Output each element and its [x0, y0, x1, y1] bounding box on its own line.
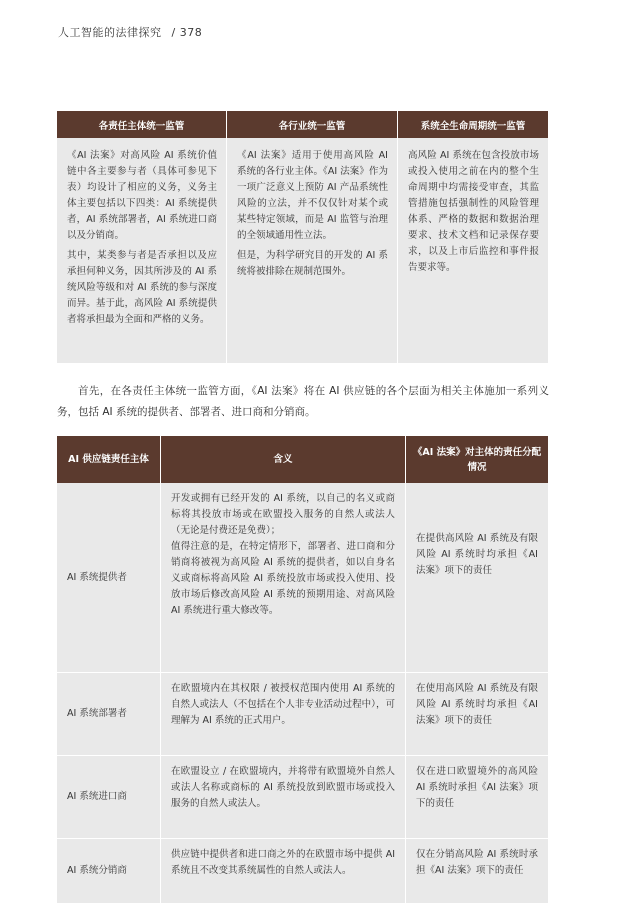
responsibility-text: 在使用高风险 AI 系统及有限风险 AI 系统时均承担《AI 法案》项下的责任 — [416, 683, 538, 726]
meaning-cell — [161, 839, 406, 904]
meaning-cell — [161, 756, 406, 839]
industry-supervision-text-1: 《AI 法案》适用于使用高风险 AI 系统的各行业主体。《AI 法案》作为一项广泛意义上预防 AI 产品系统性风险的立法，并不仅仅针对某个或某些特定领域，而是 AI 监管与治理的全领域通用性立法。 — [237, 150, 388, 241]
lifecycle-supervision-text: 高风险 AI 系统在包含投放市场或投入使用之前在内的整个生命周期中均需接受审查，其监管措施包括强制性的风险管理体系、严格的数据和数据治理要求、技术文档和记录保存要求，以及上市后监控和事件报告要求等。 — [408, 150, 539, 273]
responsibility-text: 仅在分销高风险 AI 系统时承担《AI 法案》项下的责任 — [416, 849, 538, 876]
supply-chain-table — [57, 436, 548, 904]
supervision-table — [57, 111, 548, 363]
responsibility-cell — [406, 839, 548, 904]
header-responsibility: 《AI 法案》对主体的责任分配情况 — [406, 436, 548, 483]
running-header — [58, 24, 202, 40]
subject-cell: AI 系统进口商 — [57, 756, 161, 839]
book-title: 人工智能的法律探究 — [58, 26, 162, 39]
lifecycle-supervision-cell — [398, 138, 548, 363]
meaning-text: 供应链中提供者和进口商之外的在欧盟市场中提供 AI 系统且不改变其系统属性的自然人或法人。 — [171, 849, 395, 876]
responsibility-cell — [406, 673, 548, 756]
subject-cell: AI 系统分销商 — [57, 839, 161, 904]
header-subject: AI 供应链责任主体 — [57, 436, 161, 483]
responsibility-text: 仅在进口欧盟境外的高风险 AI 系统时承担《AI 法案》项下的责任 — [416, 766, 538, 809]
header-entity-supervision: 各责任主体统一监管 — [57, 111, 227, 138]
table-row — [57, 839, 548, 904]
meaning-cell — [161, 483, 406, 673]
meaning-text: 在欧盟境内在其权限 / 被授权范围内使用 AI 系统的自然人或法人（不包括在个人非专业活动过程中），可理解为 AI 系统的正式用户。 — [171, 683, 395, 726]
body-paragraph: 首先，在各责任主体统一监管方面，《AI 法案》将在 AI 供应链的各个层面为相关主体施加一系列义务，包括 AI 系统的提供者、部署者、进口商和分销商。 — [57, 385, 549, 418]
responsibility-cell — [406, 756, 548, 839]
meaning-text: 在欧盟设立 / 在欧盟境内，并将带有欧盟境外自然人或法人名称或商标的 AI 系统投放到欧盟市场或投入服务的自然人或法人。 — [171, 766, 395, 809]
entity-supervision-text-1: 《AI 法案》对高风险 AI 系统价值链中各主要参与者（具体可参见下表）均设计了相应的义务，义务主体主要包括以下四类：AI 系统提供者，AI 系统部署者，AI 系统进口商以及分销商。 — [67, 150, 217, 241]
entity-supervision-cell — [57, 138, 227, 363]
responsibility-cell — [406, 483, 548, 673]
table-row — [57, 673, 548, 756]
page-number: / 378 — [171, 26, 203, 39]
industry-supervision-cell — [227, 138, 398, 363]
table-row — [57, 756, 548, 839]
subject-cell: AI 系统部署者 — [57, 673, 161, 756]
meaning-text: 开发或拥有已经开发的 AI 系统，以自己的名义或商标将其投放市场或在欧盟投入服务的自然人或法人（无论是付费还是免费）； 值得注意的是，在特定情形下，部署者、进口商和分销商将被视为高风险 AI 系统的提供者，如以自身名义或商标将高风险 AI 系统投放市场或投入使用、投放市场后修改高风险 AI 系统的预期用途、对高风险 AI 系统进行重大修改等。 — [171, 493, 395, 616]
header-meaning: 含义 — [161, 436, 406, 483]
meaning-cell — [161, 673, 406, 756]
responsibility-text: 在提供高风险 AI 系统及有限风险 AI 系统时均承担《AI 法案》项下的责任 — [416, 533, 538, 576]
table-row — [57, 483, 548, 673]
header-lifecycle-supervision: 系统全生命周期统一监管 — [398, 111, 548, 138]
entity-supervision-text-2: 其中，某类参与者是否承担以及应承担何种义务，因其所涉及的 AI 系统风险等级和对 AI 系统的参与深度而异。基于此，高风险 AI 系统提供者将承担最为全面和严格的义务。 — [67, 250, 217, 325]
header-industry-supervision: 各行业统一监管 — [227, 111, 398, 138]
subject-cell: AI 系统提供者 — [57, 483, 161, 673]
industry-supervision-text-2: 但是，为科学研究目的开发的 AI 系统将被排除在规制范围外。 — [237, 250, 388, 277]
